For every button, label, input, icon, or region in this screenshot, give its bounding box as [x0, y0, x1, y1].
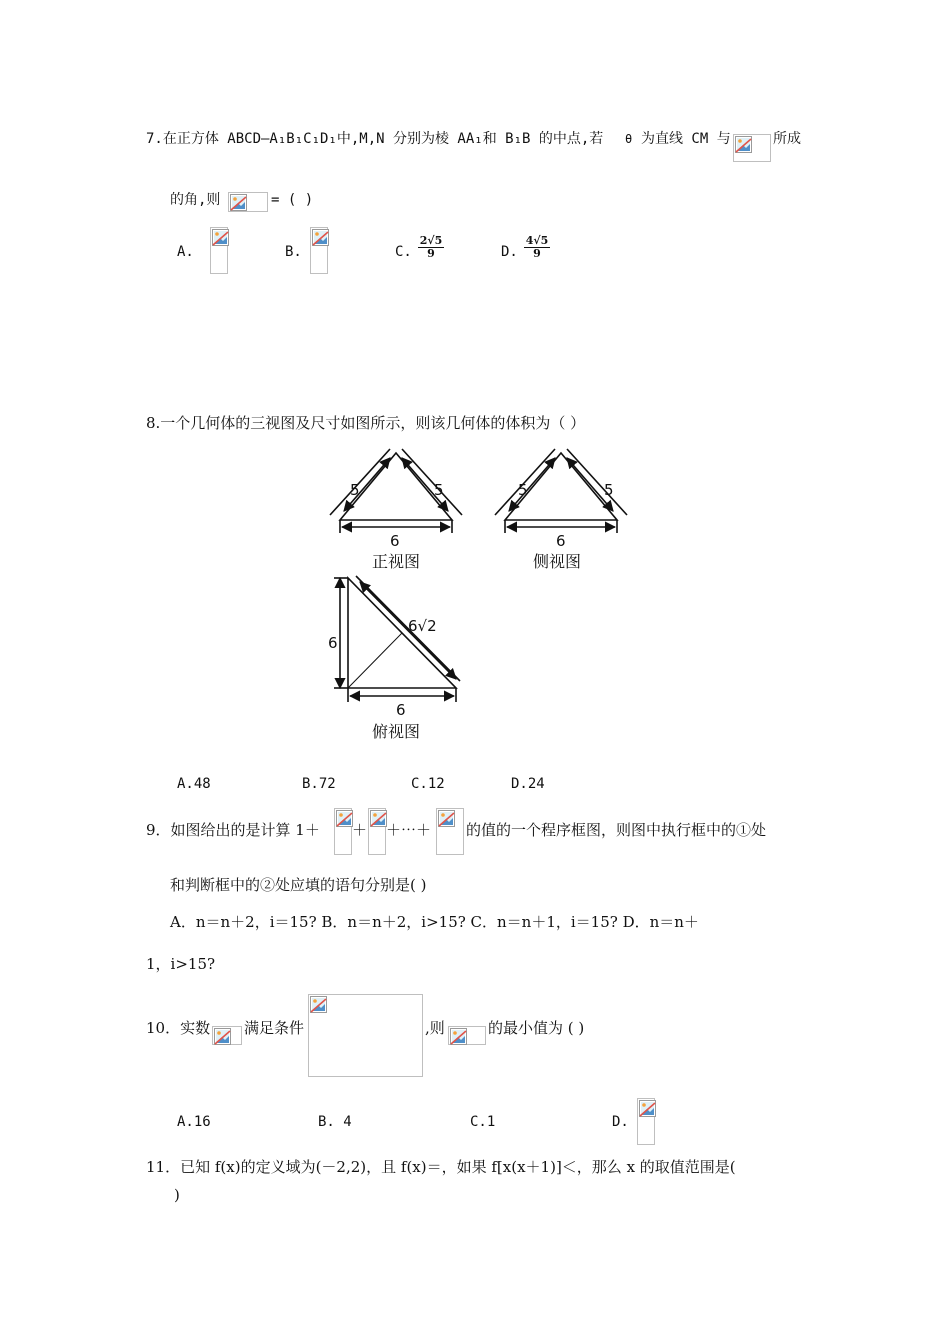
q10-option-a: A.16: [177, 1114, 211, 1130]
broken-image-icon: [735, 136, 752, 153]
fraction-numerator: 4√5: [525, 234, 549, 247]
q7-line1-text-b: 为直线 CM 与: [641, 131, 731, 147]
q7-option-d-label: D.: [501, 244, 518, 260]
side-right-dim: 5: [604, 481, 614, 499]
q10-then-text: ,则: [425, 1019, 445, 1037]
fraction-denominator: 9: [533, 247, 541, 260]
q8-option-d: D.24: [511, 776, 545, 792]
broken-image-icon: [310, 996, 327, 1013]
q7-option-a-image: [210, 227, 228, 274]
q9-line2-text: 和判断框中的②处应填的语句分别是( ): [170, 876, 427, 894]
front-bottom-dim: 6: [390, 532, 400, 550]
top-view-caption: 俯视图: [372, 722, 421, 741]
top-left-dim: 6: [328, 634, 338, 652]
q10-condition-text: 满足条件: [244, 1019, 305, 1037]
q8-question-text: 8.一个几何体的三视图及尺寸如图所示，则该几何体的体积为（ ）: [146, 414, 586, 432]
top-bottom-dim: 6: [396, 701, 406, 719]
q7-option-d-fraction: [524, 235, 550, 260]
q9-term-image-1: [334, 808, 352, 855]
q9-options-cont: 1，i>15?: [146, 955, 216, 973]
q10-objective-image: [448, 1026, 486, 1045]
q11-line2-text: ): [174, 1186, 180, 1204]
q10-option-b: B. 4: [318, 1114, 352, 1130]
broken-image-icon: [370, 810, 387, 827]
broken-image-icon: [212, 229, 229, 246]
q7-line2-text: 的角,则: [170, 192, 221, 208]
q7-formula-image-1: [733, 134, 771, 162]
q8-option-b: B.72: [302, 776, 336, 792]
q7-option-c-label: C.: [395, 244, 412, 260]
broken-image-icon: [438, 810, 455, 827]
q7-line1-text: 7.在正方体 ABCD–A₁B₁C₁D₁中,M,N 分别为棱 AA₁和 B₁B 的中点,若: [146, 131, 604, 147]
broken-image-icon: [336, 810, 353, 827]
front-view-caption: 正视图: [372, 552, 421, 571]
top-hyp-dim: 6√2: [408, 617, 437, 635]
q7-option-a-label: A.: [177, 244, 194, 260]
q9-ellipsis: ＋⋯＋: [386, 821, 432, 839]
q7-line1-text-c: 所成: [773, 131, 801, 147]
q7-option-b-image: [310, 227, 328, 274]
q10-tail-text: 的最小值为 ( ): [488, 1019, 585, 1037]
front-left-dim: 5: [350, 481, 360, 499]
q7-option-b-label: B.: [285, 244, 302, 260]
q9-plus: ＋: [352, 821, 368, 839]
front-right-dim: 5: [434, 481, 444, 499]
broken-image-icon: [312, 229, 329, 246]
side-view-caption: 侧视图: [533, 552, 582, 571]
broken-image-icon: [450, 1028, 467, 1045]
q8-option-c: C.12: [411, 776, 445, 792]
broken-image-icon: [214, 1028, 231, 1045]
q7-option-c-fraction: [418, 235, 444, 260]
q8-option-a: A.48: [177, 776, 211, 792]
broken-image-icon: [230, 194, 247, 211]
broken-image-icon: [639, 1100, 656, 1117]
three-view-diagram: [320, 445, 650, 755]
q11-line1-text: 11．已知 f(x)的定义域为(－2,2)，且 f(x)＝，如果 f[x(x＋1)]＜，那么 x 的取值范围是(: [146, 1158, 736, 1176]
q10-variable-image: [212, 1026, 242, 1045]
q9-term-image-2: [368, 808, 386, 855]
q10-constraints-image: [308, 994, 423, 1077]
fraction-numerator: 2√5: [419, 234, 443, 247]
q9-options: A．n＝n＋2，i＝15? B．n＝n＋2，i>15? C．n＝n＋1，i＝15? D．n＝n＋: [170, 913, 699, 931]
q10-option-d-image: [637, 1098, 655, 1145]
q9-tail-text: 的值的一个程序框图，则图中执行框中的①处: [466, 821, 767, 839]
side-bottom-dim: 6: [556, 532, 566, 550]
q10-option-c: C.1: [470, 1114, 496, 1130]
q7-line2-answer: = ( ): [271, 192, 314, 208]
fraction-denominator: 9: [427, 247, 435, 260]
q7-formula-image-2: [228, 192, 268, 212]
q7-theta: θ: [625, 132, 633, 146]
q9-term-image-3: [436, 808, 464, 855]
side-left-dim: 5: [518, 481, 528, 499]
q10-lead-text: 10．实数: [146, 1019, 211, 1037]
q9-lead-text: 9．如图给出的是计算 1＋: [146, 821, 320, 839]
q10-option-d-label: D.: [612, 1114, 629, 1130]
